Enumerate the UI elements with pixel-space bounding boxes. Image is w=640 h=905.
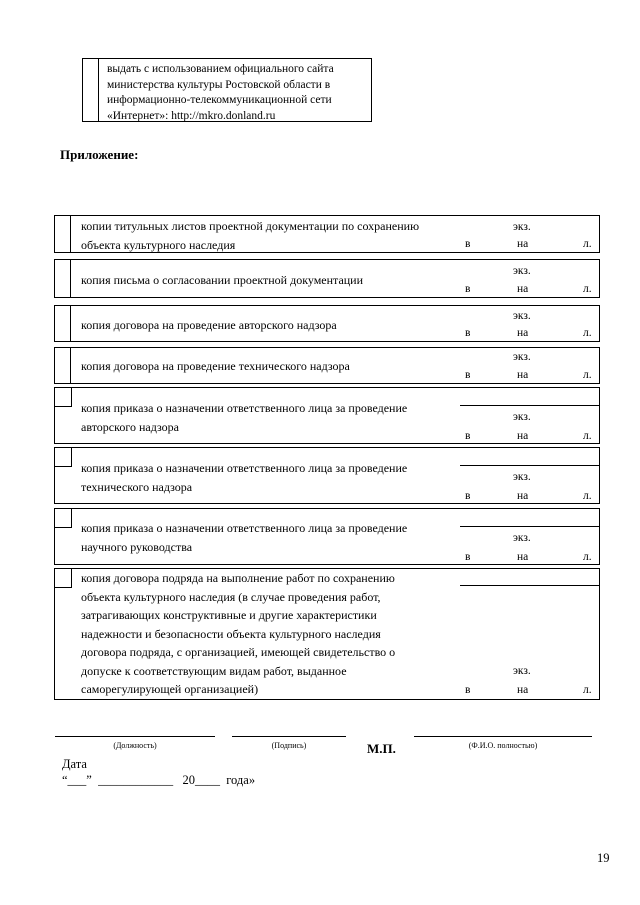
info-checkbox[interactable] [83, 59, 99, 121]
v-label: в [465, 490, 471, 502]
ekz-label: экз. [513, 532, 531, 544]
info-line: «Интернет»: http://mkro.donland.ru [107, 109, 276, 122]
ekz-label: экз. [513, 471, 531, 483]
signature-line[interactable] [232, 736, 346, 737]
row-checkbox[interactable] [55, 306, 71, 341]
row-separator [460, 526, 599, 527]
v-label: в [465, 430, 471, 442]
row-checkbox[interactable] [55, 348, 71, 383]
enclosure-row [54, 387, 600, 444]
date-label: Дата [62, 757, 87, 771]
row-description [81, 459, 451, 496]
row-checkbox[interactable] [55, 388, 72, 407]
info-line: информационно-телекоммуникационной сети [107, 94, 332, 107]
enclosure-row [54, 305, 600, 342]
row-line: копия приказа о назначении ответственного лица за проведение [81, 401, 408, 415]
ekz-label: экз. [513, 221, 531, 233]
row-description [81, 217, 451, 254]
na-label: на [517, 490, 529, 502]
v-label: в [465, 283, 471, 295]
v-label: в [465, 327, 471, 339]
ekz-label: экз. [513, 351, 531, 363]
row-line: научного руководства [81, 539, 193, 554]
na-label: на [517, 238, 529, 250]
row-description [81, 569, 451, 699]
row-separator [460, 585, 599, 586]
row-line: копия приказа о назначении ответственного лица за проведение [81, 521, 408, 535]
enclosure-row [54, 215, 600, 253]
row-line: копия письма о согласовании проектной документации [81, 273, 364, 287]
na-label: на [517, 283, 529, 295]
row-line: допуске к соответствующим видам работ, выданное [81, 663, 347, 678]
row-line: объекта культурного наследия (в случае проведения работ, [81, 589, 381, 604]
row-line: копия приказа о назначении ответственного лица за проведение [81, 461, 408, 475]
l-label: л. [583, 551, 592, 563]
position-line[interactable] [55, 736, 215, 737]
row-line: копия договора на проведение авторского надзора [81, 318, 337, 332]
info-line: выдать с использованием официального сайта [107, 63, 334, 75]
row-description [81, 316, 451, 335]
enclosure-row [54, 259, 600, 298]
row-line: копия договора подряда на выполнение работ по сохранению [81, 571, 395, 585]
row-checkbox[interactable] [55, 260, 71, 297]
row-description [81, 399, 451, 436]
row-line: надежности и безопасности объекта культурного наследия [81, 626, 381, 641]
l-label: л. [583, 283, 592, 295]
enclosure-row [54, 447, 600, 504]
row-checkbox[interactable] [55, 569, 72, 588]
v-label: в [465, 238, 471, 250]
row-description [81, 271, 451, 290]
ekz-label: экз. [513, 310, 531, 322]
row-checkbox[interactable] [55, 509, 72, 528]
row-line: саморегулирующей организацией) [81, 682, 259, 696]
l-label: л. [583, 327, 592, 339]
enclosure-row [54, 347, 600, 384]
enclosure-row [54, 568, 600, 700]
date-field[interactable]: “___” ____________ 20____ года» [62, 773, 256, 787]
row-description [81, 357, 451, 376]
appendix-title: Приложение: [60, 147, 139, 162]
row-line: копия договора на проведение технического надзора [81, 359, 350, 373]
ekz-label: экз. [513, 665, 531, 677]
v-label: в [465, 684, 471, 696]
l-label: л. [583, 490, 592, 502]
row-separator [460, 405, 599, 406]
l-label: л. [583, 369, 592, 381]
na-label: на [517, 551, 529, 563]
row-line: объекта культурного наследия [81, 237, 236, 252]
row-line: авторского надзора [81, 419, 179, 434]
position-caption: (Должность) [113, 741, 157, 750]
signature-caption: (Подпись) [271, 741, 307, 750]
row-line: затрагивающих конструктивные и другие характеристики [81, 608, 377, 622]
page-number: 19 [597, 851, 610, 865]
enclosure-row [54, 508, 600, 565]
info-text [107, 62, 369, 124]
na-label: на [517, 684, 529, 696]
l-label: л. [583, 430, 592, 442]
row-checkbox[interactable] [55, 448, 72, 467]
row-line: технического надзора [81, 479, 193, 494]
row-line: договора подряда, с организацией, имеющей свидетельство о [81, 645, 396, 659]
v-label: в [465, 551, 471, 563]
na-label: на [517, 369, 529, 381]
na-label: на [517, 430, 529, 442]
ekz-label: экз. [513, 411, 531, 423]
v-label: в [465, 369, 471, 381]
l-label: л. [583, 238, 592, 250]
na-label: на [517, 327, 529, 339]
row-checkbox[interactable] [55, 216, 71, 252]
ekz-label: экз. [513, 265, 531, 277]
name-line[interactable] [414, 736, 592, 737]
info-line: министерства культуры Ростовской области в [107, 78, 331, 91]
name-caption: (Ф.И.О. полностью) [468, 741, 538, 750]
row-description [81, 519, 451, 556]
l-label: л. [583, 684, 592, 696]
row-line: копии титульных листов проектной документации по сохранению [81, 219, 420, 233]
stamp-label: М.П. [367, 741, 396, 756]
row-separator [460, 465, 599, 466]
info-box [82, 58, 372, 122]
